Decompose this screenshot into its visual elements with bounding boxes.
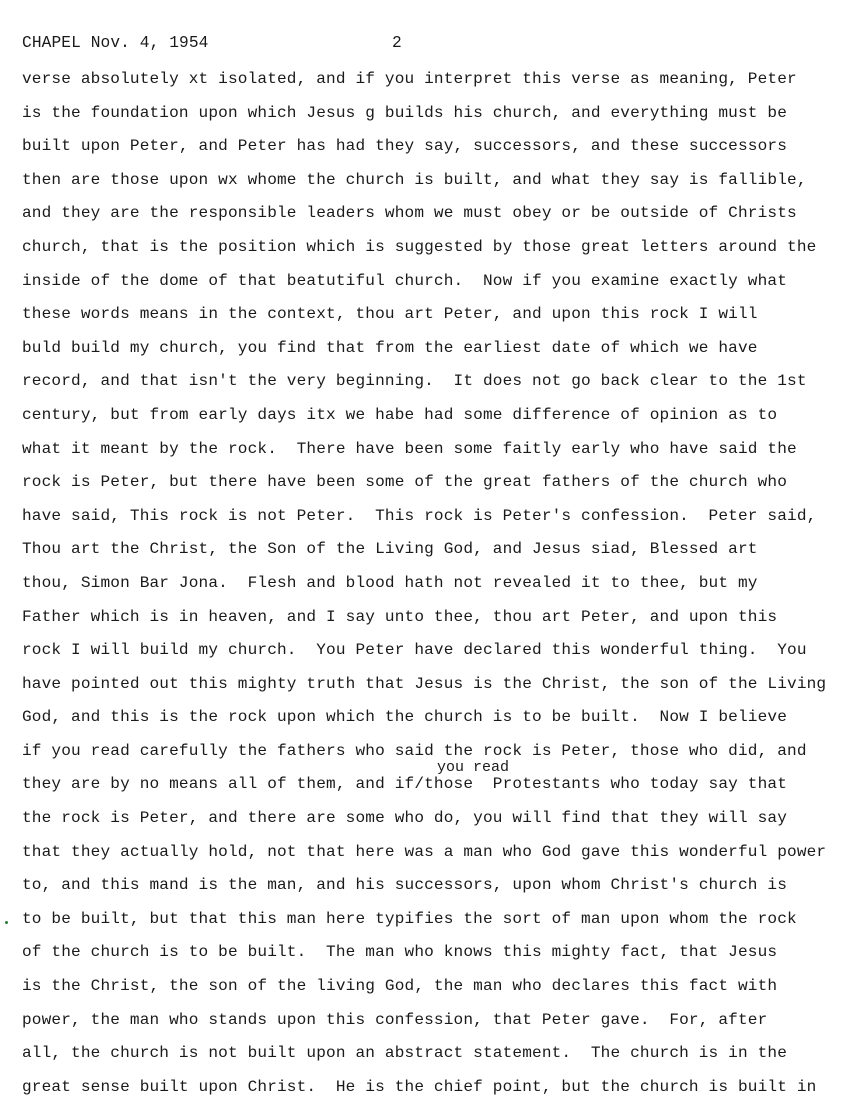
text-line: have said, This rock is not Peter. This rock is Peter's confession. Peter said, xyxy=(22,506,817,525)
text-line: inside of the dome of that beatutiful church. Now if you examine exactly what xyxy=(22,271,788,290)
text-line: is the Christ, the son of the living God, the man who declares this fact with xyxy=(22,977,778,996)
text-line: Thou art the Christ, the Son of the Living God, and Jesus siad, Blessed art xyxy=(22,540,758,559)
text-line: is the foundation upon which Jesus g builds his church, and everything must be xyxy=(22,103,788,122)
text-line: if you read carefully the fathers who said the rock is Peter, those who did, and xyxy=(22,741,807,760)
text-line: to be built, but that this man here typifies the sort of man upon whom the rock xyxy=(22,909,797,928)
text-line: the rock is Peter, and there are some who do, you will find that they will say xyxy=(22,809,788,828)
text-line: thou, Simon Bar Jona. Flesh and blood hath not revealed it to thee, but my xyxy=(22,573,758,592)
text-line: and they are the responsible leaders whom we must obey or be outside of Christs xyxy=(22,204,797,223)
text-line: of the church is to be built. The man who knows this mighty fact, that Jesus xyxy=(22,943,778,962)
text-line: Father which is in heaven, and I say unto thee, thou art Peter, and upon this xyxy=(22,607,778,626)
interlinear-insertion: you read xyxy=(437,759,510,776)
text-line: they are by no means all of them, and if/those Protestants who today say that xyxy=(22,775,788,794)
margin-ink-dot xyxy=(5,921,8,924)
page-header: CHAPEL Nov. 4, 1954 xyxy=(22,34,209,52)
text-line: what it meant by the rock. There have been some faitly early who have said the xyxy=(22,439,797,458)
page-number: 2 xyxy=(392,34,402,52)
body-text xyxy=(22,69,854,1110)
text-line: rock is Peter, but there have been some of the great fathers of the church who xyxy=(22,473,788,492)
text-line: built upon Peter, and Peter has had they say, successors, and these successors xyxy=(22,137,788,156)
text-line: power, the man who stands upon this confession, that Peter gave. For, after xyxy=(22,1010,768,1029)
text-line: great sense built upon Christ. He is the chief point, but the church is built in xyxy=(22,1077,817,1096)
text-line: record, and that isn't the very beginning. It does not go back clear to the 1st xyxy=(22,372,807,391)
text-line: rock I will build my church. You Peter have declared this wonderful thing. You xyxy=(22,641,807,660)
text-line: then are those upon wx whome the church is built, and what they say is fallible, xyxy=(22,170,807,189)
text-line: century, but from early days itx we habe had some difference of opinion as to xyxy=(22,405,778,424)
text-line: verse absolutely xt isolated, and if you interpret this verse as meaning, Peter xyxy=(22,70,797,88)
text-line: buld build my church, you find that from the earliest date of which we have xyxy=(22,338,758,357)
text-line: have pointed out this mighty truth that Jesus is the Christ, the son of the Living xyxy=(22,674,827,693)
text-line: all, the church is not built upon an abstract statement. The church is in the xyxy=(22,1044,788,1063)
text-line: church, that is the position which is suggested by those great letters around the xyxy=(22,237,817,256)
text-line: these words means in the context, thou art Peter, and upon this rock I will xyxy=(22,305,758,324)
text-line: God, and this is the rock upon which the church is to be built. Now I believe xyxy=(22,708,788,727)
text-line: to, and this mand is the man, and his successors, upon whom Christ's church is xyxy=(22,876,788,895)
text-line: that they actually hold, not that here was a man who God gave this wonderful power xyxy=(22,842,827,861)
